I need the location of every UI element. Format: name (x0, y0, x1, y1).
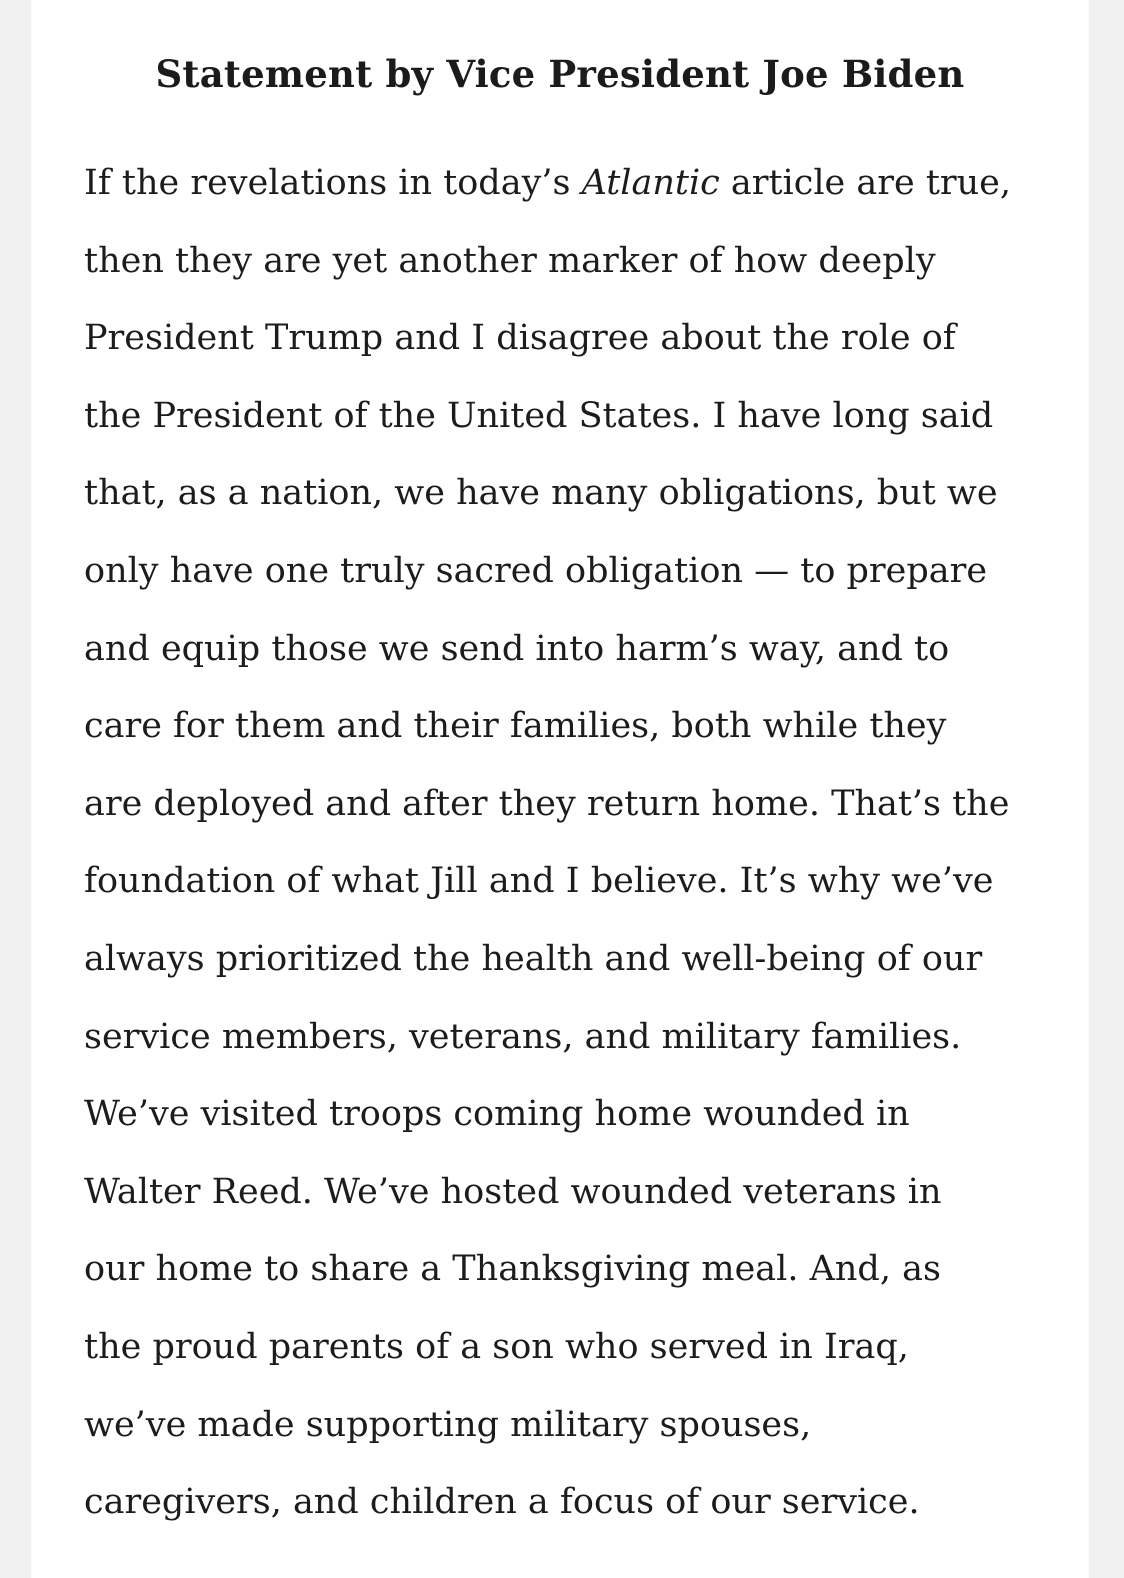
body-line-1-after: article are true, (719, 163, 1011, 203)
statement-body (84, 153, 1084, 1550)
body-line-14: Walter Reed. We’ve hosted wounded veterans in (84, 1171, 942, 1212)
body-line-15: our home to share a Thanksgiving meal. And, as (84, 1249, 941, 1290)
body-line-5: that, as a nation, we have many obligations, but we (84, 473, 998, 514)
body-line-1 (84, 153, 1084, 231)
statement-page (31, 0, 1089, 1578)
body-line-16: the proud parents of a son who served in Iraq, (84, 1326, 909, 1367)
body-line-17: we’ve made supporting military spouses, (84, 1404, 812, 1445)
body-line-10: foundation of what Jill and I believe. It’s why we’ve (84, 861, 994, 902)
body-line-18: caregivers, and children a focus of our service. (84, 1482, 920, 1523)
body-line-2: then they are yet another marker of how deeply (84, 240, 936, 281)
body-line-8: care for them and their families, both while they (84, 706, 947, 747)
body-line-9: are deployed and after they return home. That’s the (84, 783, 1010, 824)
body-line-7: and equip those we send into harm’s way, and to (84, 628, 950, 669)
publication-name: Atlantic (581, 163, 720, 203)
body-line-4: the President of the United States. I have long said (84, 395, 994, 436)
body-line-3: President Trump and I disagree about the role of (84, 318, 956, 359)
body-line-12: service members, veterans, and military families. (84, 1016, 962, 1057)
body-line-13: We’ve visited troops coming home wounded in (84, 1094, 910, 1135)
body-line-1-before: If the revelations in today’s (84, 163, 582, 203)
body-line-6: only have one truly sacred obligation — to prepare (84, 550, 988, 591)
body-line-11: always prioritized the health and well-being of our (84, 938, 983, 979)
statement-title: Statement by Vice President Joe Biden (155, 52, 965, 96)
